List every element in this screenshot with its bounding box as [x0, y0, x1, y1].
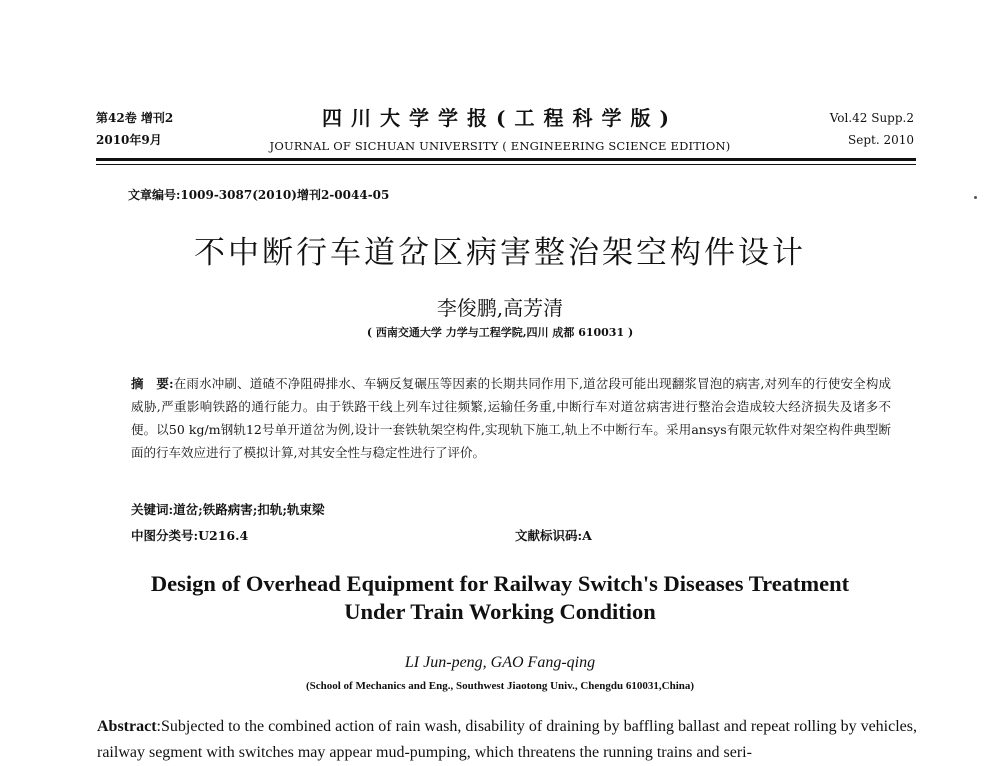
- document-code: 文献标识码:A: [515, 528, 592, 543]
- classification-number: 中图分类号:U216.4: [131, 528, 249, 543]
- abstract-en: [97, 714, 917, 766]
- abstract-en-text: :Subjected to the combined action of rain wash, disability of draining by baffling ballast and repeat rolling by vehicles, railway segment with switches may appear mud-pumping, which threatens the running trains and seri-: [97, 718, 917, 761]
- authors-en: LI Jun-peng, GAO Fang-qing: [404, 654, 596, 671]
- abstract-cn-text: 在雨水冲刷、道碴不净阻碍排水、车辆反复碾压等因素的长期共同作用下,道岔段可能出现翻浆冒泡的病害,对列车的行使安全构成威胁,严重影响铁路的通行能力。由于铁路干线上列车过往频繁,运输任务重,中断行车对道岔病害进行整治会造成较大经济损失及诸多不便。以50 kg/m钢轨12号单开道岔为例,设计一套铁轨架空构件,实现轨下施工,轨上不中断行车。采用ansys有限元软件对架空构件典型断面的行车效应进行了模拟计算,对其安全性与稳定性进行了评价。: [131, 376, 891, 460]
- volume-issue: 第42卷 增刊2: [96, 111, 174, 125]
- publication-date-en: Sept. 2010: [848, 133, 914, 147]
- paper-title-en-line1: Design of Overhead Equipment for Railway Switch's Diseases Treatment: [150, 571, 850, 596]
- paper-title-en: [0, 570, 1000, 626]
- scan-speck: [974, 196, 977, 199]
- article-number: 文章编号:1009-3087(2010)增刊2-0044-05: [128, 188, 390, 202]
- affiliation-en: (School of Mechanics and Eng., Southwest Jiaotong Univ., Chengdu 610031,China): [305, 680, 695, 692]
- journal-name-cn: 四川大学学报(工程科学版): [322, 106, 678, 130]
- affiliation-cn: ( 西南交通大学 力学与工程学院,四川 成都 610031 ): [366, 326, 634, 339]
- authors-cn: 李俊鹏,高芳清: [436, 296, 564, 320]
- paper-title-cn: 不中断行车道岔区病害整治架空构件设计: [194, 235, 806, 271]
- abstract-cn-label: 摘 要:: [131, 376, 174, 391]
- journal-name-en: JOURNAL OF SICHUAN UNIVERSITY ( ENGINEERING SCIENCE EDITION): [269, 139, 731, 153]
- publication-date-cn: 2010年9月: [96, 133, 162, 147]
- abstract-cn: [131, 372, 891, 464]
- paper-title-en-line2: Under Train Working Condition: [344, 599, 656, 624]
- volume-supplement: Vol.42 Supp.2: [829, 111, 914, 125]
- keywords-cn: 关键词:道岔;铁路病害;扣轨;轨束梁: [131, 502, 325, 517]
- header-rule-thin: [96, 164, 916, 165]
- abstract-en-label: Abstract: [97, 718, 157, 735]
- header-rule-thick: [96, 158, 916, 161]
- volume-info-en: [830, 107, 914, 151]
